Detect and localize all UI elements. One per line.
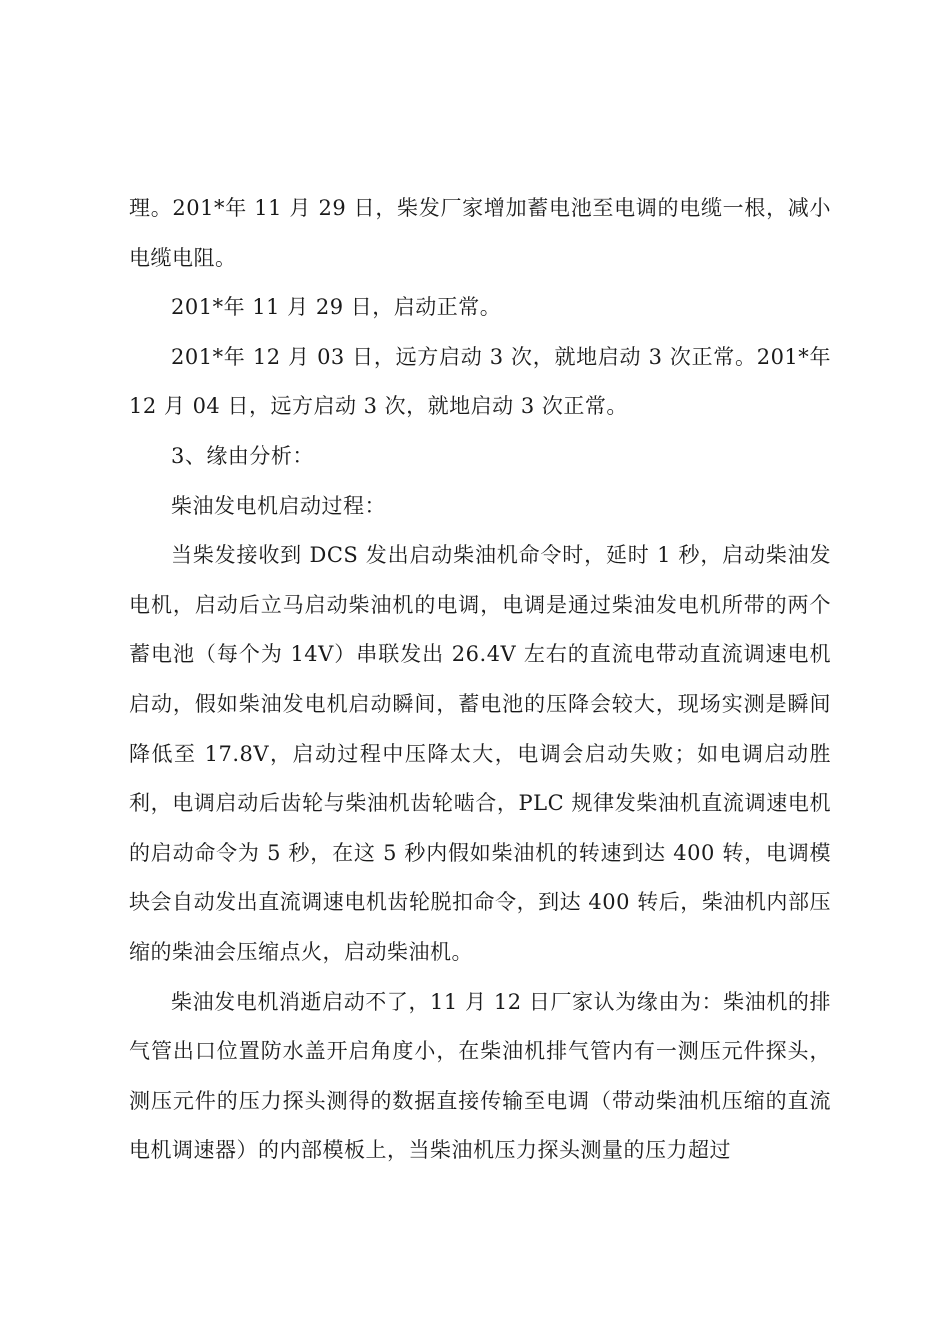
- paragraph-failure-cause: 柴油发电机消逝启动不了，11 月 12 日厂家认为缘由为：柴油机的排气管出口位置防水盖开启角度小，在柴油机排气管内有一测压元件探头，测压元件的压力探头测得的数据直接传输至电调（带动柴油机压缩的直流电机调速器）的内部模板上，当柴油机压力探头测量的压力超过: [129, 989, 831, 1163]
- paragraph-remote-local-start: 201*年 12 月 03 日，远方启动 3 次，就地启动 3 次正常。201*年 12 月 04 日，远方启动 3 次，就地启动 3 次正常。: [129, 344, 831, 419]
- paragraph-start-process: 当柴发接收到 DCS 发出启动柴油机命令时，延时 1 秒，启动柴油发电机，启动后立马启动柴油机的电调，电调是通过柴油发电机所带的两个蓄电池（每个为 14V）串联发出 26.4V 左右的直流电带动直流调速电机启动，假如柴油发电机启动瞬间，蓄电池的压降会较大，现场实测是瞬间降低至 17.8V，启动过程中压降太大，电调会启动失败；如电调启动胜利，电调启动后齿轮与柴油机齿轮啮合，PLC 规律发柴油机直流调速电机的启动命令为 5 秒，在这 5 秒内假如柴油机的转速到达 400 转，电调模块会自动发出直流调速电机齿轮脱扣命令，到达 400 转后，柴油机内部压缩的柴油会压缩点火，启动柴油机。: [129, 543, 831, 964]
- subheading-start-process: 柴油发电机启动过程：: [171, 493, 386, 518]
- section-heading-cause-analysis: 3、缘由分析：: [171, 443, 314, 468]
- paragraph-continuation: 理。201*年 11 月 29 日，柴发厂家增加蓄电池至电调的电缆一根，减小电缆电阻。: [129, 196, 831, 270]
- document-body: [129, 184, 831, 1176]
- paragraph-start-normal: 201*年 11 月 29 日，启动正常。: [171, 295, 502, 320]
